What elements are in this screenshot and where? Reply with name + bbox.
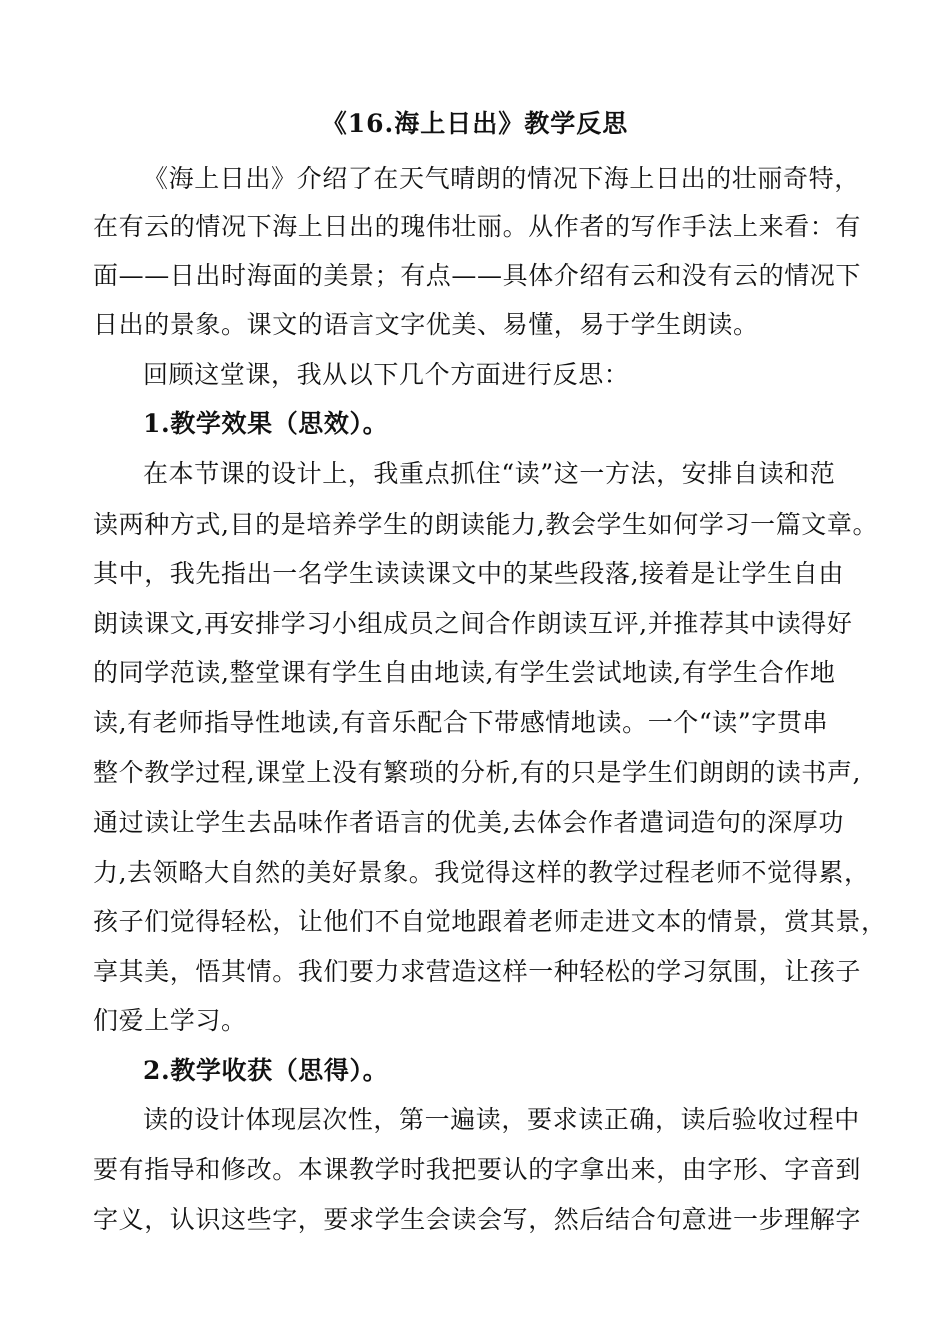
paragraph-line: 通过读让学生去品味作者语言的优美,去体会作者遣词造句的深厚功	[93, 808, 844, 837]
paragraph-line: 在本节课的设计上，我重点抓住“读”这一方法，安排自读和范	[143, 459, 836, 488]
paragraph-line: 要有指导和修改。本课教学时我把要认的字拿出来，由字形、字音到	[93, 1155, 862, 1184]
paragraph-line: 读的设计体现层次性，第一遍读，要求读正确，读后验收过程中	[143, 1105, 860, 1134]
paragraph-line: 日出的景象。课文的语言文字优美、易懂，易于学生朗读。	[93, 310, 759, 339]
paragraph-line: 回顾这堂课，我从以下几个方面进行反思：	[143, 360, 630, 389]
paragraph-line: 在有云的情况下海上日出的瑰伟壮丽。从作者的写作手法上来看：有	[93, 212, 862, 241]
paragraph-line: 读,有老师指导性地读,有音乐配合下带感情地读。一个“读”字贯串	[93, 708, 829, 737]
document-title: 《16.海上日出》教学反思	[321, 109, 629, 138]
paragraph-line: 字义，认识这些字，要求学生会读会写，然后结合句意进一步理解字	[93, 1205, 862, 1234]
paragraph-line: 享其美，悟其情。我们要力求营造这样一种轻松的学习氛围，让孩子	[93, 957, 862, 986]
section-heading-2: 2.教学收获（思得）。	[143, 1056, 389, 1085]
paragraph-line: 读两种方式,目的是培养学生的朗读能力,教会学生如何学习一篇文章。	[93, 510, 879, 539]
paragraph-line: 们爱上学习。	[93, 1006, 247, 1035]
paragraph-line: 的同学范读,整堂课有学生自由地读,有学生尝试地读,有学生合作地	[93, 658, 836, 687]
paragraph-line: 力,去领略大自然的美好景象。我觉得这样的教学过程老师不觉得累，	[93, 858, 870, 887]
paragraph-line: 面——日出时海面的美景；有点——具体介绍有云和没有云的情况下	[93, 261, 862, 290]
paragraph-line: 《海上日出》介绍了在天气晴朗的情况下海上日出的壮丽奇特，	[143, 164, 860, 193]
paragraph-line: 孩子们觉得轻松，让他们不自觉地跟着老师走进文本的情景，赏其景，	[93, 907, 887, 936]
paragraph-line: 朗读课文,再安排学习小组成员之间合作朗读互评,并推荐其中读得好	[93, 609, 853, 638]
paragraph-line: 其中，我先指出一名学生读读课文中的某些段落,接着是让学生自由	[93, 559, 844, 588]
section-heading-1: 1.教学效果（思效）。	[143, 409, 389, 438]
paragraph-line: 整个教学过程,课堂上没有繁琐的分析,有的只是学生们朗朗的读书声,	[93, 758, 862, 787]
